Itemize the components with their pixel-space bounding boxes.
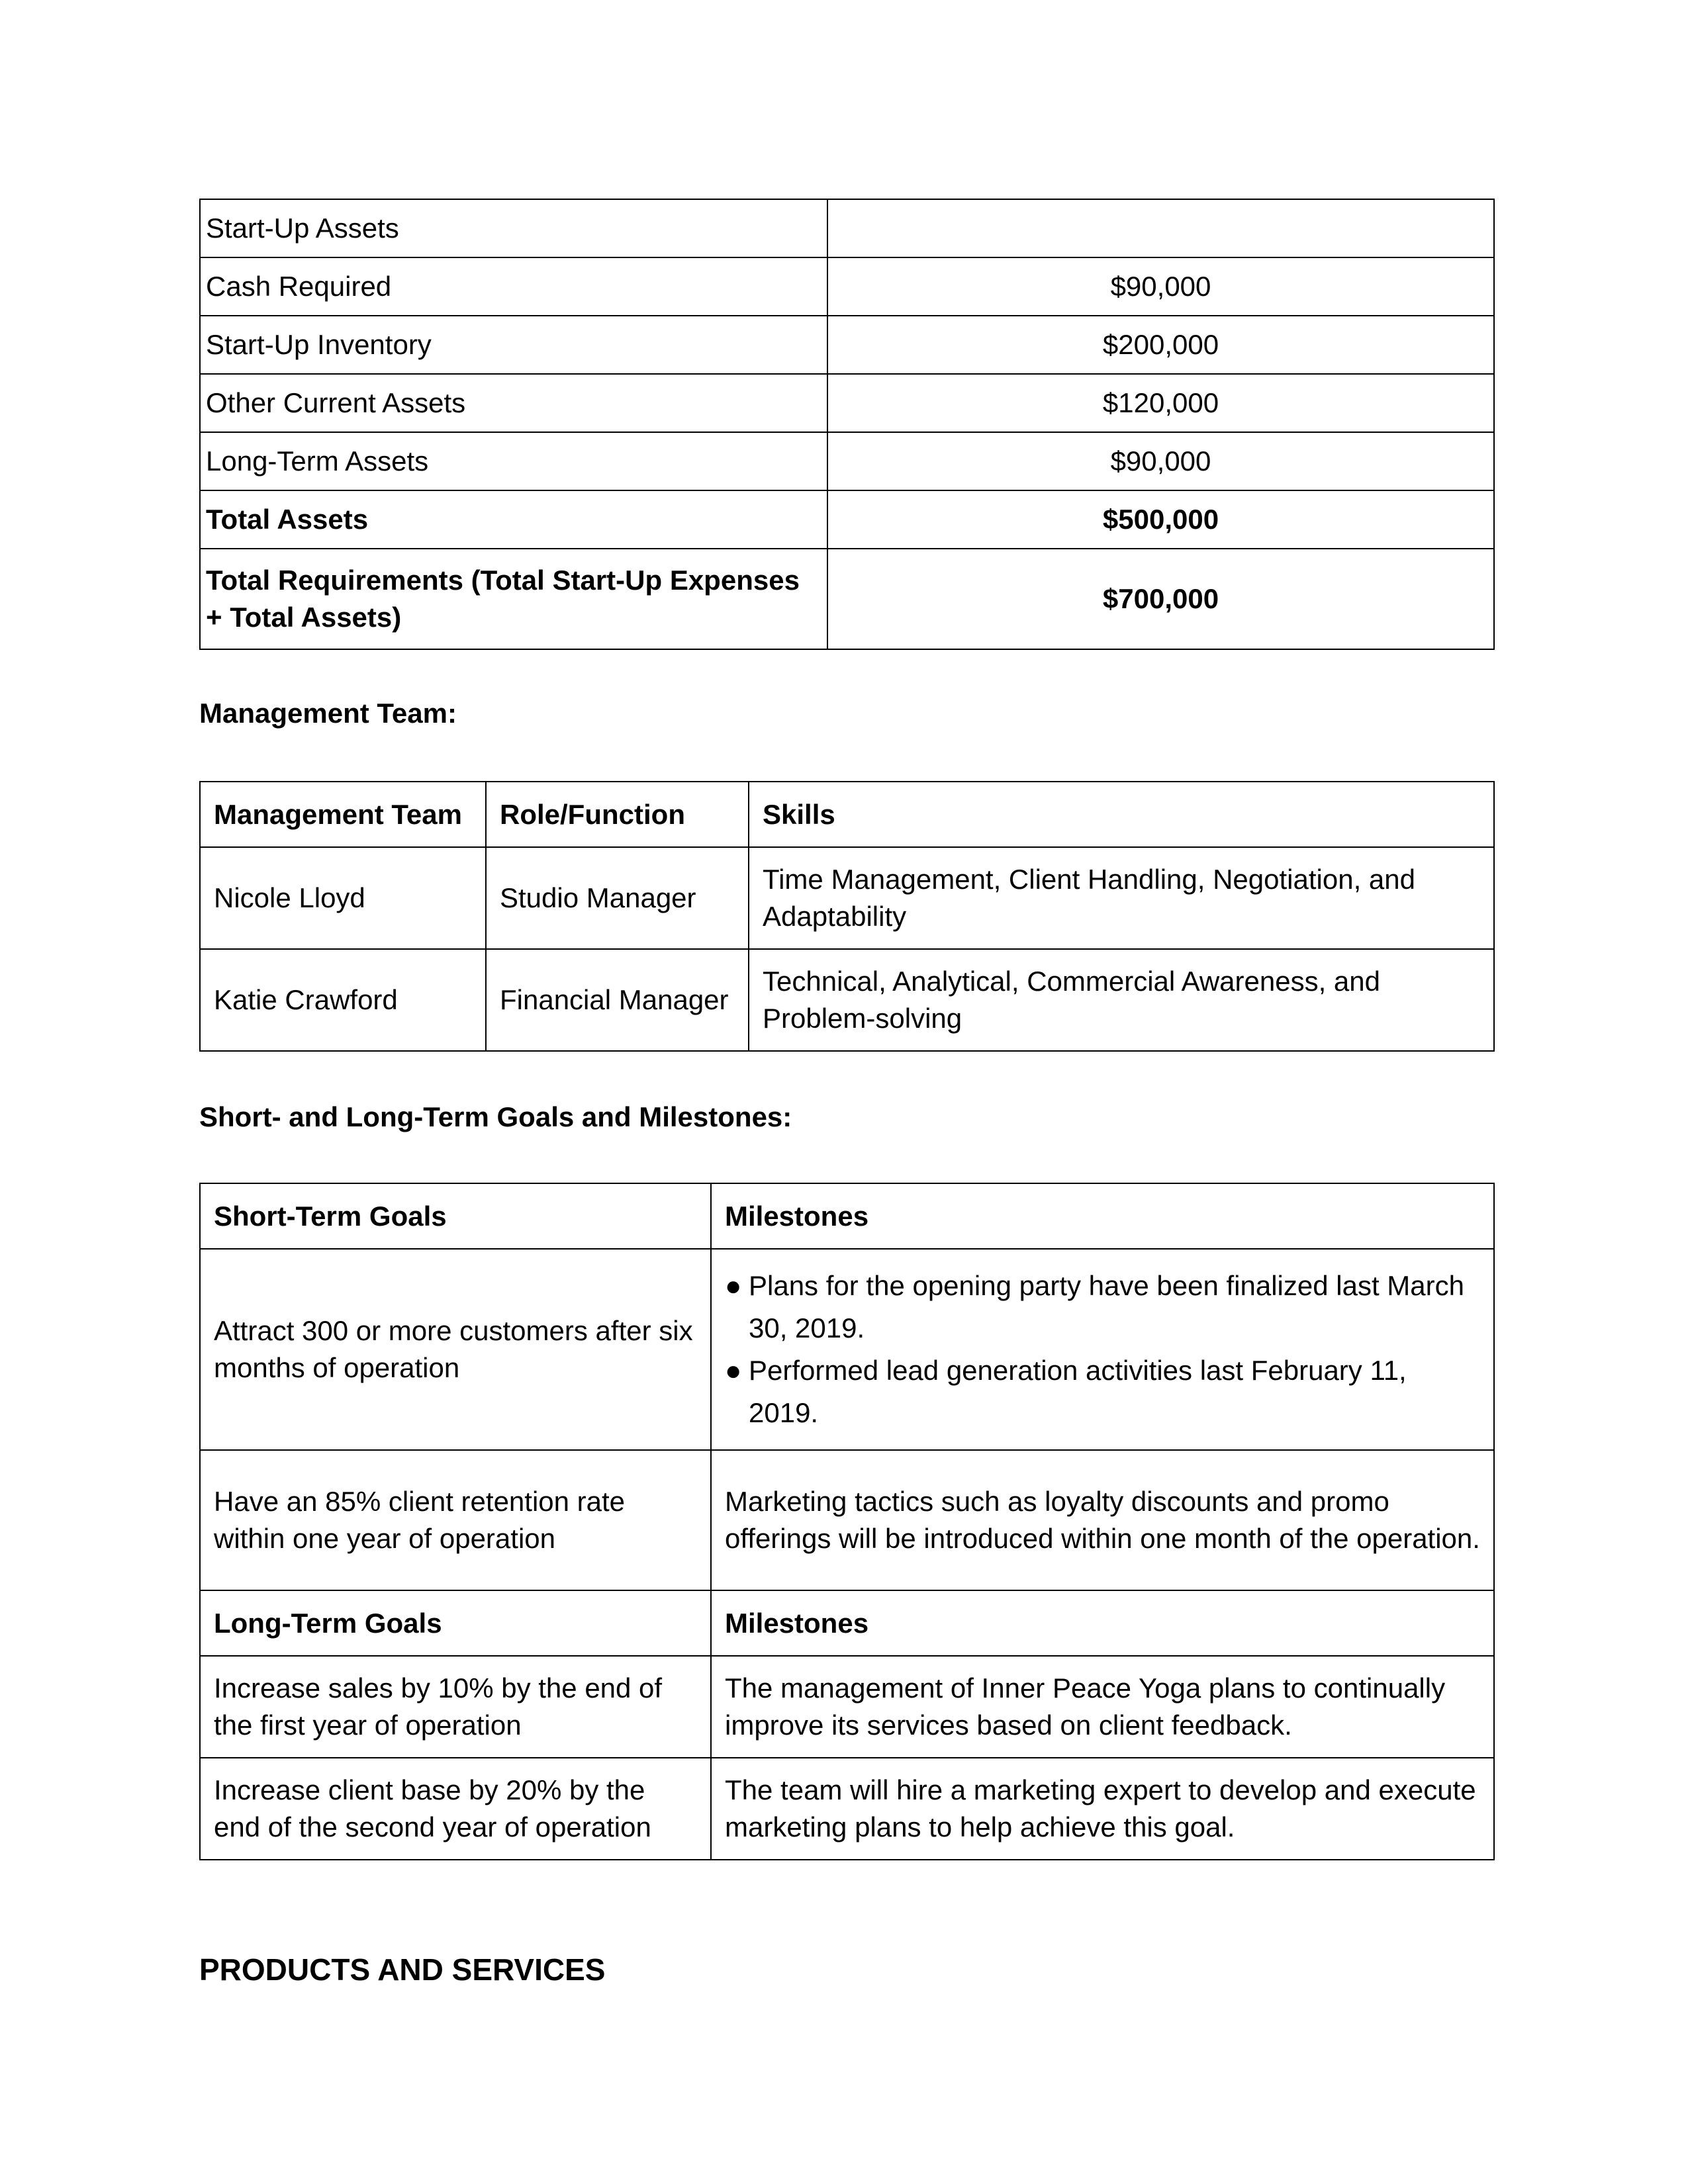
member-name: Nicole Lloyd — [200, 847, 486, 949]
table-row — [200, 1656, 1494, 1758]
total-requirements-value: $700,000 — [827, 549, 1494, 649]
column-header: Management Team — [200, 782, 486, 847]
asset-value: $90,000 — [827, 257, 1494, 316]
milestone-text: Plans for the opening party have been finalized last March 30, 2019. — [749, 1270, 1464, 1343]
table-row — [200, 847, 1494, 949]
table-row — [200, 949, 1494, 1051]
member-name: Katie Crawford — [200, 949, 486, 1051]
startup-assets-table — [199, 199, 1495, 650]
member-skills: Time Management, Client Handling, Negotiation, and Adaptability — [749, 847, 1494, 949]
table-row — [200, 257, 1494, 316]
member-role: Financial Manager — [486, 949, 749, 1051]
total-assets-value: $500,000 — [827, 490, 1494, 549]
table-row — [200, 1249, 1494, 1450]
bullet-icon: ● — [725, 1355, 742, 1386]
goals-milestones-table — [199, 1183, 1495, 1860]
asset-value: $90,000 — [827, 432, 1494, 490]
asset-label: Long-Term Assets — [200, 432, 827, 490]
asset-label: Start-Up Inventory — [200, 316, 827, 374]
asset-label: Other Current Assets — [200, 374, 827, 432]
table-header-row — [200, 1183, 1494, 1249]
asset-value: $200,000 — [827, 316, 1494, 374]
milestone-text: Marketing tactics such as loyalty discounts and promo offerings will be introduced within one month of the operation. — [711, 1450, 1494, 1590]
milestone-text: Performed lead generation activities last February 11, 2019. — [749, 1355, 1407, 1428]
table-row — [200, 1758, 1494, 1860]
products-services-heading: PRODUCTS AND SERVICES — [199, 1952, 606, 1987]
milestone-cell — [711, 1249, 1494, 1450]
table-row — [200, 316, 1494, 374]
column-header: Long-Term Goals — [200, 1590, 711, 1656]
milestone-list — [725, 1265, 1480, 1434]
table-row — [200, 549, 1494, 649]
asset-value: $120,000 — [827, 374, 1494, 432]
total-assets-label: Total Assets — [200, 490, 827, 549]
table-row — [200, 199, 1494, 257]
column-header: Milestones — [711, 1183, 1494, 1249]
member-skills: Technical, Analytical, Commercial Awareness, and Problem-solving — [749, 949, 1494, 1051]
list-item — [725, 1265, 1480, 1349]
table-row — [200, 490, 1494, 549]
assets-header-label: Start-Up Assets — [200, 199, 827, 257]
milestone-text: The management of Inner Peace Yoga plans to continually improve its services based on client feedback. — [711, 1656, 1494, 1758]
list-item — [725, 1349, 1480, 1434]
table-row — [200, 1450, 1494, 1590]
table-header-row — [200, 1590, 1494, 1656]
goal-text: Have an 85% client retention rate within one year of operation — [200, 1450, 711, 1590]
column-header: Role/Function — [486, 782, 749, 847]
management-team-heading: Management Team: — [199, 698, 457, 729]
management-team-table — [199, 781, 1495, 1052]
column-header: Short-Term Goals — [200, 1183, 711, 1249]
column-header: Skills — [749, 782, 1494, 847]
column-header: Milestones — [711, 1590, 1494, 1656]
goal-text: Increase sales by 10% by the end of the first year of operation — [200, 1656, 711, 1758]
goals-heading: Short- and Long-Term Goals and Milestones: — [199, 1101, 792, 1132]
table-header-row — [200, 782, 1494, 847]
bullet-icon: ● — [725, 1270, 742, 1301]
milestone-text: The team will hire a marketing expert to develop and execute marketing plans to help achieve this goal. — [711, 1758, 1494, 1860]
total-requirements-label: Total Requirements (Total Start-Up Expenses + Total Assets) — [200, 549, 827, 649]
assets-header-value — [827, 199, 1494, 257]
table-row — [200, 432, 1494, 490]
member-role: Studio Manager — [486, 847, 749, 949]
goal-text: Attract 300 or more customers after six months of operation — [200, 1249, 711, 1450]
table-row — [200, 374, 1494, 432]
goal-text: Increase client base by 20% by the end of the second year of operation — [200, 1758, 711, 1860]
asset-label: Cash Required — [200, 257, 827, 316]
